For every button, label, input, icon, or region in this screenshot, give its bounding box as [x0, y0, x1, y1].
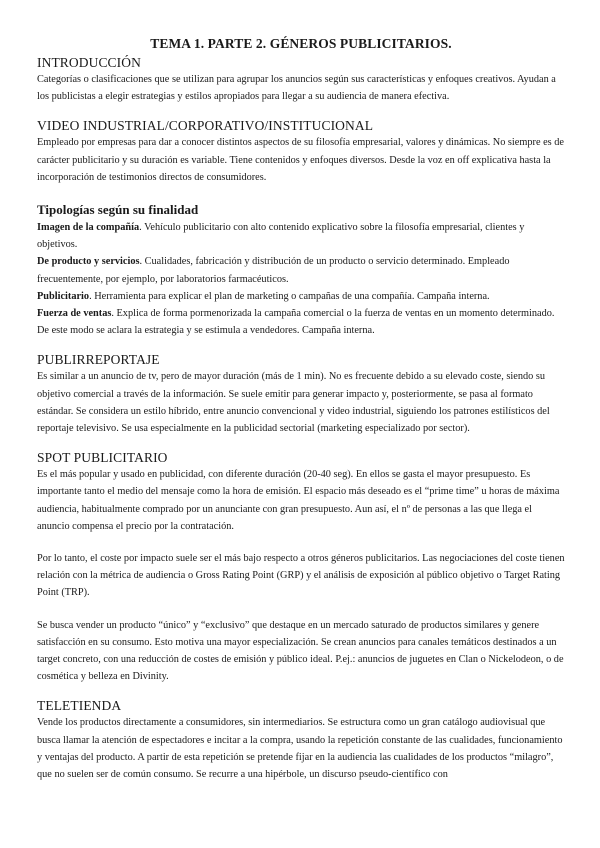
section-video-industrial [37, 118, 565, 186]
section-teletienda [37, 698, 565, 783]
heading-publireportaje: PUBLIRREPORTAJE [37, 352, 160, 368]
paragraph-spot-2: Por lo tanto, el coste por impacto suele ser el más bajo respecto a otros géneros publicitarios. Las negociaciones del coste tienen relación con la métrica de audiencia o Gross Rating Point (GRP) y el análisis de exposición al público objetivo o Target Rating Point (TRP). [37, 553, 565, 599]
paragraph-video-industrial: Empleado por empresas para dar a conocer distintos aspectos de su filosofía empresarial, valores y dinámicas. No siempre es de carácter publicitario y su duración es variable. Tiene contenidos y enfoques diversos. Desde la voz en off explicativa hasta la incorporación de testimonios directos de consumidores. [37, 137, 564, 183]
heading-spot-publicitario: SPOT PUBLICITARIO [37, 450, 168, 466]
section-spot-publicitario [37, 450, 565, 685]
paragraph-gap [37, 602, 565, 617]
heading-tipologias: Tipologías según su finalidad [37, 202, 199, 218]
section-introduccion [37, 55, 565, 105]
paragraph-teletienda: Vende los productos directamente a consumidores, sin intermediarios. Se estructura como un gran catálogo audiovisual que busca llamar la atención de espectadores e incitar a la compra, usando la repetición constante de las cualidades, funcionamiento y ventajas del producto. A partir de esta repetición se pretende fijar en la audiencia las cualidades de los productos “milagro”, que no suelen ser de común consumo. Se recurre a una hipérbole, un discurso pseudo-científico con [37, 717, 563, 781]
paragraph-introduccion: Categorías o clasificaciones que se utilizan para agrupar los anuncios según sus características y enfoques creativos. Ayudan a los publicistas a elegir estrategias y estilos apropiados para llegar a su audiencia de manera efectiva. [37, 74, 556, 103]
tipologia-item [37, 305, 565, 339]
tipologia-text: . Vehículo publicitario con alto contenido explicativo sobre la filosofía empresarial, clientes y objetivos. [37, 222, 525, 251]
tipologia-item [37, 288, 565, 305]
paragraph-gap [37, 535, 565, 550]
document-page [37, 36, 565, 796]
heading-introduccion: INTRODUCCIÓN [37, 55, 141, 70]
tipologia-text: . Cualidades, fabricación y distribución de un producto o servicio determinado. Empleado frecuentemente, por ejemplo, por laboratorios farmacéuticos. [37, 256, 510, 285]
tipologia-item [37, 253, 565, 287]
tipologia-term: Imagen de la compañía [37, 222, 140, 234]
tipologia-term: De producto y servicios [37, 256, 140, 268]
tipologia-term: Fuerza de ventas [37, 308, 112, 320]
tipologia-item [37, 219, 565, 253]
document-title: TEMA 1. PARTE 2. GÉNEROS PUBLICITARIOS. [150, 36, 452, 51]
tipologia-term: Publicitario [37, 290, 90, 302]
paragraph-spot-3: Se busca vender un producto “único” y “exclusivo” que destaque en un mercado saturado de productos similares y genere satisfacción en su consumo. Esto motiva una mayor especialización. Se crean anuncios para canales temáticos destinados a un target concreto, con una reducción de costes de emisión y público ideal. P.ej.: anuncios de juguetes en Clan o Nickelodeon, o de cosmética y belleza en Divinity. [37, 619, 564, 683]
tipologia-text: . Herramienta para explicar el plan de marketing o campañas de una compañía. Campaña interna. [89, 290, 490, 302]
heading-video-industrial: VIDEO INDUSTRIAL/CORPORATIVO/INSTITUCIONAL [37, 118, 374, 134]
paragraph-publireportaje: Es similar a un anuncio de tv, pero de mayor duración (más de 1 min). No es frecuente debido a su elevado coste, siendo su objetivo comercial a través de la información. Se suele emitir para generar impacto y, posteriormente, se pasa al formato estándar. Se considera un estilo híbrido, entre anuncio convencional y video industrial, siguiendo los patrones estilísticos del reportaje televisivo. Se usa especialmente en la publicidad sectorial (marketing especializado por sector). [37, 371, 550, 435]
section-publireportaje [37, 352, 565, 437]
tipologia-text: . Explica de forma pormenorizada la campaña comercial o la fuerza de ventas en un momento determinado. De este modo se aclara la estrategia y se estimula a vendedores. Campaña interna. [37, 308, 555, 337]
heading-teletienda: TELETIENDA [37, 698, 122, 714]
section-tipologias [37, 202, 565, 339]
paragraph-spot-1: Es el más popular y usado en publicidad, con diferente duración (20-40 seg). En ellos se gasta el mayor presupuesto. Es importante tanto el medio del mensaje como la hora de emisión. El espacio más deseado es el “prime time” u horas de máxima audiencia, habitualmente comprado por un anunciante con gran presupuesto. Aun así, el nº de personas a las que llega el anuncio compensa el precio por la contratación. [37, 469, 560, 532]
